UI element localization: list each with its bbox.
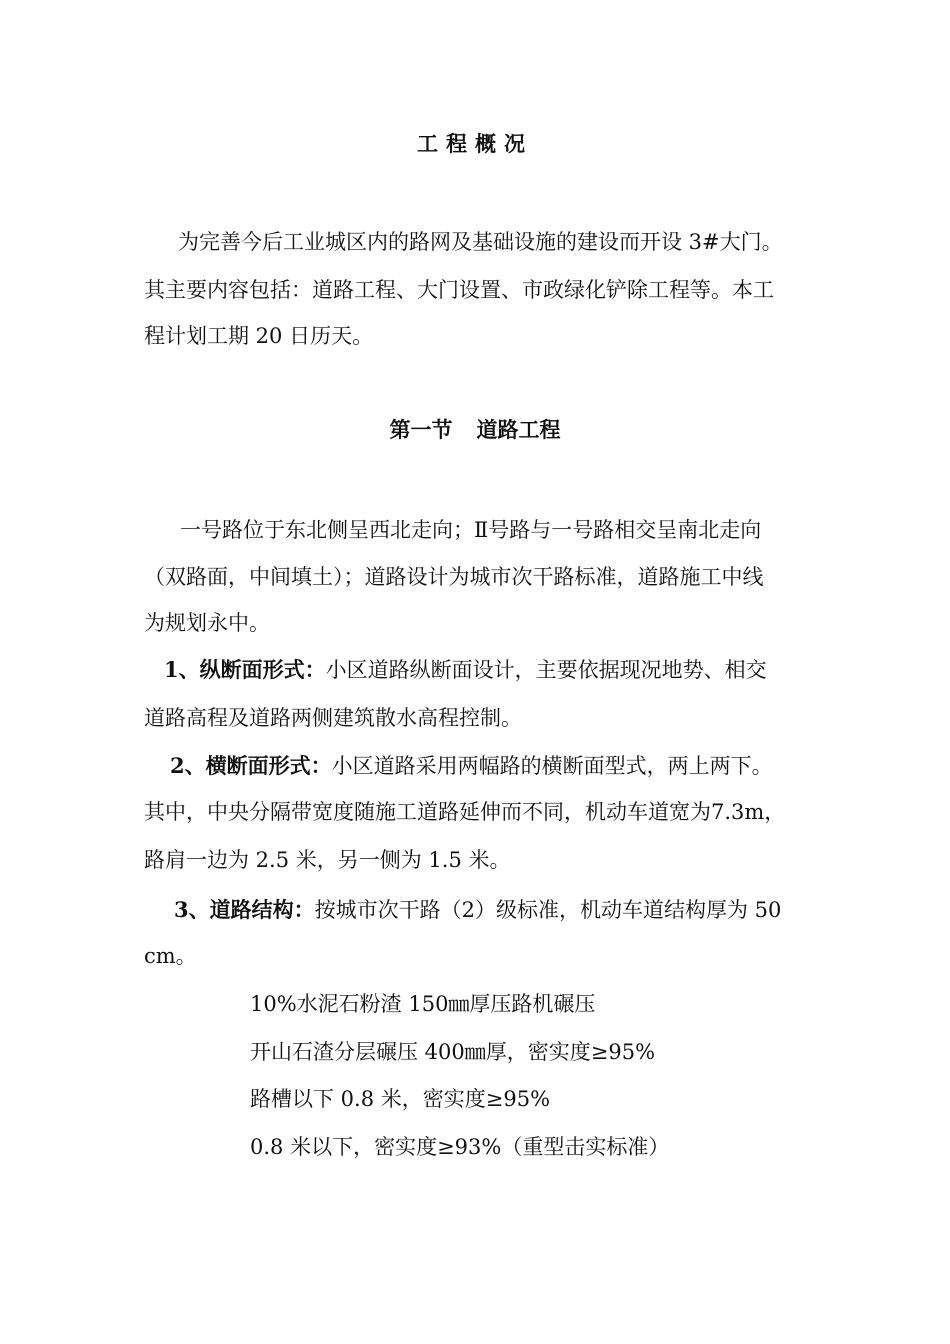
item1-line-1 <box>164 656 767 684</box>
item2-text: 小区道路采用两幅路的横断面型式，两上两下。 <box>331 754 773 778</box>
item2-line-1 <box>170 752 773 780</box>
para1-line-2: （双路面，中间填土）；道路设计为城市次干路标准，道路施工中线 <box>144 565 764 589</box>
intro-line-1: 为完善今后工业城区内的路网及基础设施的建设而开设 3#大门。 <box>178 230 783 254</box>
item3-line-1 <box>174 896 781 924</box>
item2-line-3: 路肩一边为 2.5 米，另一侧为 1.5 米。 <box>144 848 511 872</box>
item1-label: 1、纵断面形式： <box>164 657 326 682</box>
layer-line-4: 0.8 米以下，密实度≥93%（重型击实标准） <box>250 1135 670 1159</box>
layer-line-2: 开山石渣分层碾压 400㎜厚，密实度≥95% <box>250 1040 656 1064</box>
para1-line-1: 一号路位于东北侧呈西北走向；Ⅱ号路与一号路相交呈南北走向 <box>180 518 762 542</box>
item3-line-2: cm。 <box>144 944 197 968</box>
item3-text: 按城市次干路（2）级标准，机动车道结构厚为 50 <box>314 898 782 922</box>
intro-line-3: 程计划工期 20 日历天。 <box>144 324 374 348</box>
item2-label: 2、横断面形式： <box>170 753 332 778</box>
layer-line-3: 路槽以下 0.8 米，密实度≥95% <box>250 1087 551 1111</box>
section-number: 第一节 <box>389 417 453 442</box>
page-title: 工程概况 <box>417 131 533 156</box>
item1-line-2: 道路高程及道路两侧建筑散水高程控制。 <box>144 706 522 730</box>
para1-line-3: 为规划永中。 <box>144 611 270 635</box>
layer-line-1: 10%水泥石粉渣 150㎜厚压路机碾压 <box>250 992 596 1016</box>
item1-text: 小区道路纵断面设计，主要依据现况地势、相交 <box>325 658 767 682</box>
item2-line-2: 其中，中央分隔带宽度随施工道路延伸而不同，机动车道宽为7.3m， <box>144 800 786 824</box>
section-heading <box>0 416 950 444</box>
item3-label: 3、道路结构： <box>174 897 315 922</box>
intro-line-2: 其主要内容包括：道路工程、大门设置、市政绿化铲除工程等。本工 <box>144 278 774 302</box>
section-name: 道路工程 <box>476 417 561 442</box>
